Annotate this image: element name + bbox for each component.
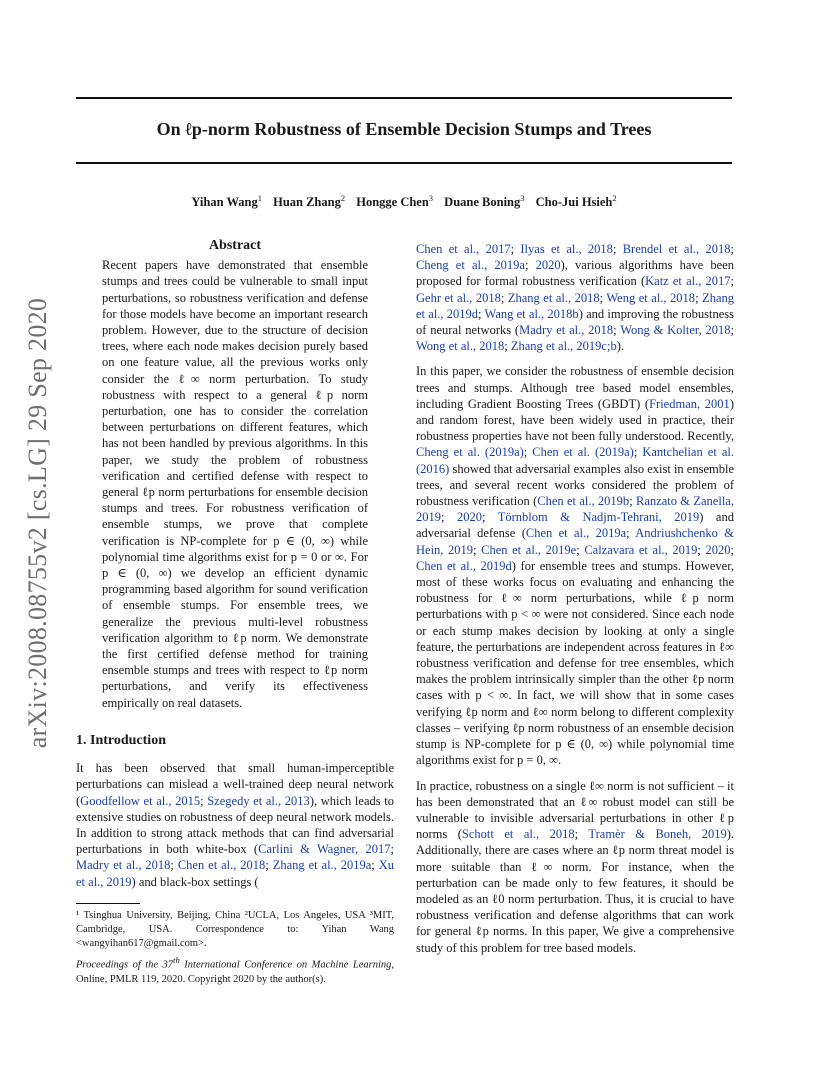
proceedings-footnote: Proceedings of the 37th International Conference on Machine Learning, Online, PMLR 119, 2020. Copyright 2020 by the author(s). [76,955,394,985]
paragraph-text: ; [695,290,703,305]
citation-link[interactable]: Chen et al. (2019a) [532,445,634,460]
author: Cho-Jui Hsieh$^2$ [535,193,617,209]
citation-link[interactable]: Zhang et al., 2018 [507,290,600,305]
paper-title: On ℓp-norm Robustness of Ensemble Decision Stumps and Trees [156,119,652,139]
right-column [416,241,734,965]
affiliation-footnote: ¹ Tsinghua University, Beijing, China ²UCLA, Los Angeles, USA ³MIT, Cambridge, USA. Correspondence to: Yihan Wang <wangyihan617@gmail.com>. [76,910,394,949]
citation-link[interactable]: Carlini & Wagner, 2017 [258,842,391,857]
paragraph-text: ; [613,323,621,338]
citation-link[interactable]: Ilyas et al., 2018 [520,242,613,256]
paragraph-text: showed that adversarial examples also exist in ensemble trees, and several recent works considered the problem of robustness verification ( [416,461,734,509]
title-top-rule [76,97,732,99]
citation-link[interactable]: Andriushchenko & Hein, 2019 [416,526,734,557]
abstract-text: Recent papers have demonstrated that ensemble stumps and trees could be vulnerable to small input perturbations, so robustness verification and defense for those models have become an important research problem. However, due to the structure of decision trees, where each node makes decision purely based on one feature value, all the previous works only consider the ℓ∞ norm perturbation. To study robustness with respect to a general ℓp norm perturbation, one has to consider the correlation between perturbations on different features, which has not been handled by previous algorithms. In this paper, we study the problem of robustness verification and certified defense with respect to general ℓp norm perturbations for ensemble decision stumps and trees. For robustness verification of ensemble stumps, we prove that complete verification is NP-complete for p ∈ (0, ∞) while polynomial time algorithms exist for p = 0 or ∞. For p ∈ (0, ∞) we develop an efficient dynamic programming based algorithm for sound verification of ensemble stumps. For ensemble trees, we generalize the previous multi-level robustness verification algorithm to ℓp norm. We demonstrate the first certified defense method for training ensemble stumps and trees with respect to ℓp norm perturbations, and verify its effectiveness empirically on real datasets. [102,258,368,710]
author: Yihan Wang$^1$ [191,193,262,209]
paragraph-text: ; [481,510,498,525]
citation-link[interactable]: Szegedy et al., 2013 [207,793,310,808]
title-bottom-rule [76,162,732,164]
paragraph-text: ; [633,445,643,460]
paragraph-text: ; [730,242,734,256]
intro-paragraph-3 [416,778,734,956]
author: Huan Zhang$^2$ [273,193,346,209]
intro-paragraph-1 [76,760,394,890]
intro-paragraph-2 [416,363,734,768]
paragraph-text: ), which leads to extensive studies on robustness of deep neural network models. In addition to strong attack methods that can find adversarial perturbations in both white-box ( [76,793,394,857]
citation-link[interactable]: Ranzato & Zanella, 2019 [416,494,734,525]
paragraph-text: ). Additionally, there are cases where an ℓp norm threat model is more suitable than ℓ∞ norm. For instance, when the perturbation can be made only to few features, it should be modeled as an ℓ0 norm perturbation. Thus, it is crucial to have robustness verification and defense algorithms that can work for general ℓp norms. In this paper, We give a comprehensive study of this problem for tree based models. [416,827,735,955]
paragraph-text: ; [524,258,536,273]
paragraph-text: ; [730,542,734,557]
citation-link[interactable]: Chen et al., 2019e [481,542,577,557]
citation-link[interactable]: Wang et al., 2018b [484,306,579,321]
citation-link[interactable]: Chen et al., 2018 [177,858,266,873]
paragraph-text: ; [265,858,273,873]
citation-link[interactable]: 2020 [535,258,561,273]
paragraph-text: It has been observed that small human-imperceptible perturbations can mislead a well-trained deep neural network ( [76,761,394,808]
citation-link[interactable]: Cheng et al., 2019a [416,258,525,273]
left-column [76,238,394,899]
paragraph-text: ; [576,542,585,557]
paragraph-text: ; [473,542,482,557]
paragraph-text: ; [390,842,394,857]
paragraph-text: ) and black-box settings ( [131,874,259,889]
author: Duane Boning$^3$ [444,193,525,209]
author: Hongge Chen$^3$ [356,193,434,209]
paragraph-text: ; [504,339,511,354]
citation-link[interactable]: Kantchelian et al. (2016) [416,445,734,476]
paragraph-text: ; [629,494,637,509]
citation-link[interactable]: Weng et al., 2018 [606,290,696,305]
citation-link[interactable]: Friedman, 2001 [649,396,730,411]
citation-link[interactable]: Chen et al., 2019b [537,494,630,509]
footnote-rule [76,903,140,904]
paragraph-text: ; [371,858,379,873]
citation-link[interactable]: Calzavara et al., 2019 [584,542,698,557]
citation-link[interactable]: Wong & Kolter, 2018 [620,323,731,338]
citation-link[interactable]: Zhang et al., 2019c;b [510,339,617,354]
paragraph-text: ), various algorithms have been proposed for formal robustness verification ( [416,258,734,289]
paragraph-text: ; [697,542,706,557]
paragraph-text: ; [523,445,533,460]
paragraph-text: ; [730,274,735,289]
paragraph-text: ) and adversarial defense ( [416,510,734,541]
citation-link[interactable]: 2020 [456,510,482,525]
arxiv-identifier-text: arXiv:2008.08755v2 [cs.LG] 29 Sep 2020 [23,297,52,749]
paragraph-text: ; [170,858,178,873]
citation-link[interactable]: Xu et al., 2019 [76,858,394,889]
citation-link[interactable]: Gehr et al., 2018 [416,290,501,305]
citation-link[interactable]: Chen et al., 2017 [416,242,511,256]
citation-link[interactable]: Chen et al., 2019a [525,526,627,541]
paragraph-text: ; [599,290,607,305]
citation-link[interactable]: Zhang et al., 2019d [416,290,734,321]
paragraph-text: ; [200,793,208,808]
paragraph-text: ; [441,510,457,525]
paragraph-text: ; [500,290,508,305]
citation-link[interactable]: Goodfellow et al., 2015 [80,793,201,808]
citation-link[interactable]: Törnblom & Nadjm-Tehrani, 2019 [497,510,700,525]
paragraph-text: ; [612,242,623,256]
paragraph-text: ). [616,339,624,354]
paragraph-text: ; [574,827,589,842]
arxiv-identifier-stamp [16,288,60,758]
citation-link[interactable]: Tramèr & Boneh, 2019 [588,827,727,842]
paragraph-text: ) for ensemble trees and stumps. However, most of these works focus on evaluating and enhancing the robustness for ℓ∞ norm perturbations, while ℓp norm perturbations with p < ∞ were not considered. Since each node or each stump makes decision by looking at only a single feature, the perturbations are independent across features in ℓ∞ robustness verification and defense for tree ensembles, which makes the problem intrinsically simpler than the other ℓp norm cases with p < ∞. In fact, we will show that in some cases verifying ℓp norm and ℓ∞ norm belong to different complexity classes – verifying ℓp norm robustness of an ensemble decision stump is NP-complete for p ∈ (0, ∞) while polynomial time algorithms exist for p = 0, ∞. [416,558,734,768]
paragraph-text: ) and improving the robustness of neural networks ( [416,306,735,338]
author-list [76,193,732,210]
intro-paragraph-1-continued [416,241,734,354]
citation-link[interactable]: Wong et al., 2018 [416,339,505,354]
paragraph-text: ) and random forest, have been widely used in practice, their robustness properties have not been fully understood. Recently, [416,396,734,444]
citation-link[interactable]: Chen et al., 2019d [416,558,512,573]
citation-link[interactable]: Brendel et al., 2018 [622,242,731,256]
paragraph-text: ; [626,526,636,541]
citation-link[interactable]: Katz et al., 2017 [645,274,731,289]
paragraph-text: In this paper, we consider the robustness of ensemble decision trees and stumps. Although tree based model ensembles, including Gradient Boosting Trees (GBDT) ( [416,364,734,411]
citation-link[interactable]: 2020 [705,542,731,557]
citation-link[interactable]: Madry et al., 2018 [519,323,614,338]
paragraph-text: In practice, robustness on a single ℓ∞ norm is not sufficient – it has been demonstrated that an ℓ∞ robust model can still be vulnerable to invisible adversarial perturbations in other ℓp norms ( [416,778,734,842]
section-heading-introduction: 1. Introduction [76,732,166,748]
citation-link[interactable]: Cheng et al. (2019a) [416,445,524,460]
citation-link[interactable]: Madry et al., 2018 [76,858,171,873]
citation-link[interactable]: Schott et al., 2018 [461,827,575,842]
footnotes [76,903,394,989]
paragraph-text: ; [510,242,521,256]
paragraph-text: ; [478,306,485,321]
citation-link[interactable]: Zhang et al., 2019a [272,858,372,873]
paragraph-text: ; [730,323,735,338]
abstract-heading: Abstract [208,238,262,253]
